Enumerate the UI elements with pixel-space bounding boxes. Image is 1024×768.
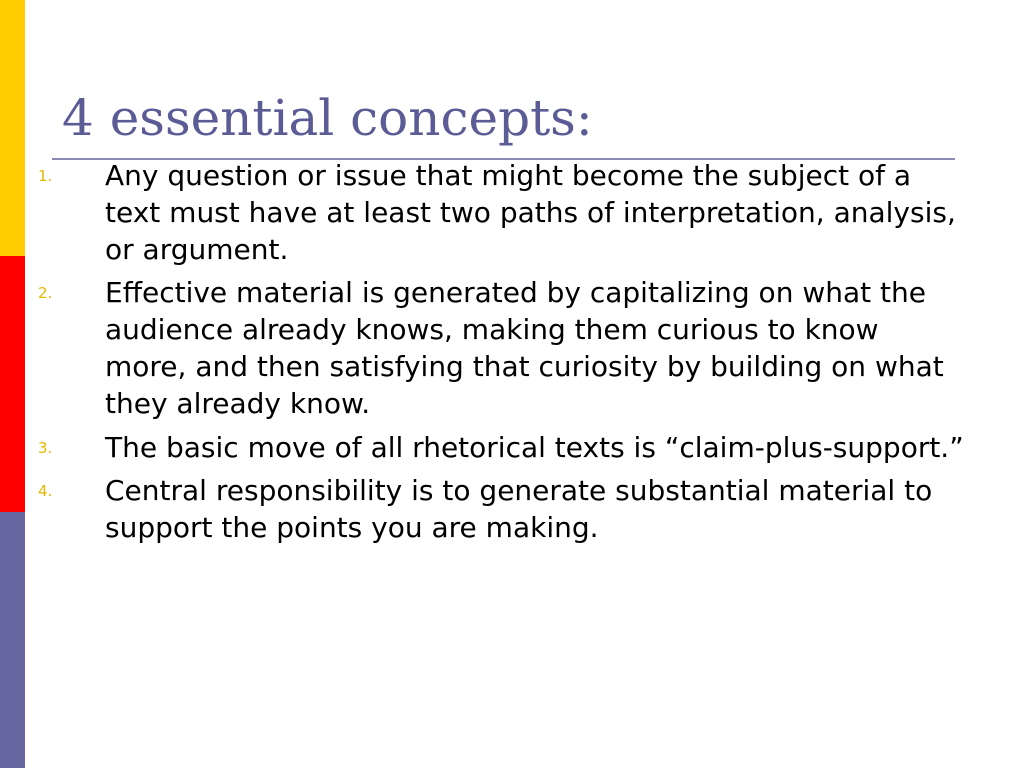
concept-number: 3.: [38, 438, 53, 457]
left-stripe-purple: [0, 512, 25, 768]
concept-text: Any question or issue that might become the subject of a text must have at least two paths of interpretation, analysis, or argument.: [105, 159, 956, 266]
concept-item-2: [38, 275, 968, 422]
concept-text: The basic move of all rhetorical texts is “claim-plus-support.”: [105, 430, 964, 464]
left-stripe-red: [0, 256, 25, 512]
slide-title: 4 essential concepts:: [62, 89, 593, 147]
concept-list: [38, 158, 968, 554]
concept-text: Effective material is generated by capitalizing on what the audience already knows, making them curious to know more, and then satisfying that curiosity by building on what they already know.: [105, 276, 944, 420]
concept-number: 2.: [38, 284, 53, 303]
concept-number: 4.: [38, 482, 53, 501]
left-stripe-yellow: [0, 0, 25, 256]
concept-item-4: [38, 473, 968, 547]
concept-number: 1.: [38, 167, 53, 185]
concept-item-1: [38, 158, 968, 268]
concept-item-3: [38, 430, 968, 467]
concept-text: Central responsibility is to generate substantial material to support the points you are making.: [105, 474, 933, 545]
